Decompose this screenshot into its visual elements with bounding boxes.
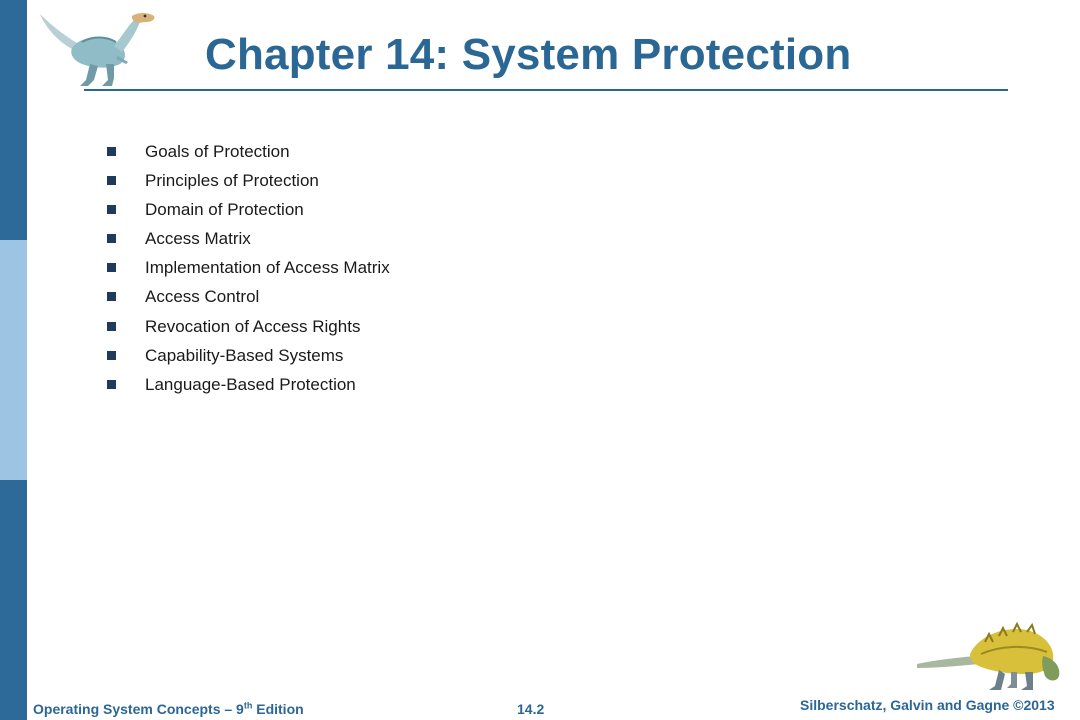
page-number: 14.2 <box>517 701 545 717</box>
square-bullet-icon <box>107 380 116 389</box>
list-item-text: Implementation of Access Matrix <box>145 258 390 278</box>
sidebar-stripe <box>0 0 27 720</box>
sidebar-band-bottom <box>0 480 27 720</box>
square-bullet-icon <box>107 234 116 243</box>
footer-copyright: Silberschatz, Galvin and Gagne ©2013 <box>800 697 1055 713</box>
square-bullet-icon <box>107 351 116 360</box>
square-bullet-icon <box>107 205 116 214</box>
list-item-text: Domain of Protection <box>145 200 304 220</box>
list-item-text: Access Matrix <box>145 229 251 249</box>
list-item-text: Access Control <box>145 287 260 307</box>
title-divider <box>84 89 1008 91</box>
sidebar-band-middle <box>0 240 27 480</box>
square-bullet-icon <box>107 176 116 185</box>
list-item-text: Language-Based Protection <box>145 374 356 394</box>
slide-title: Chapter 14: System Protection <box>205 30 852 79</box>
square-bullet-icon <box>107 292 116 301</box>
list-item-text: Goals of Protection <box>145 142 290 161</box>
square-bullet-icon <box>107 263 116 272</box>
list-item-text: Capability-Based Systems <box>145 345 344 365</box>
square-bullet-icon <box>107 147 116 156</box>
footer-book-title-suffix: Edition <box>252 701 304 717</box>
square-bullet-icon <box>107 322 116 331</box>
footer-book-title-superscript: th <box>243 700 253 711</box>
footer-book-title <box>33 701 304 717</box>
list-item-text: Revocation of Access Rights <box>145 316 361 336</box>
dinosaur-logo-icon <box>915 612 1065 692</box>
list-item-text: Principles of Protection <box>145 171 319 191</box>
footer-book-title-prefix: Operating System Concepts – 9 <box>33 701 244 717</box>
sidebar-band-top <box>0 0 27 240</box>
dinosaur-logo-icon <box>36 6 166 90</box>
